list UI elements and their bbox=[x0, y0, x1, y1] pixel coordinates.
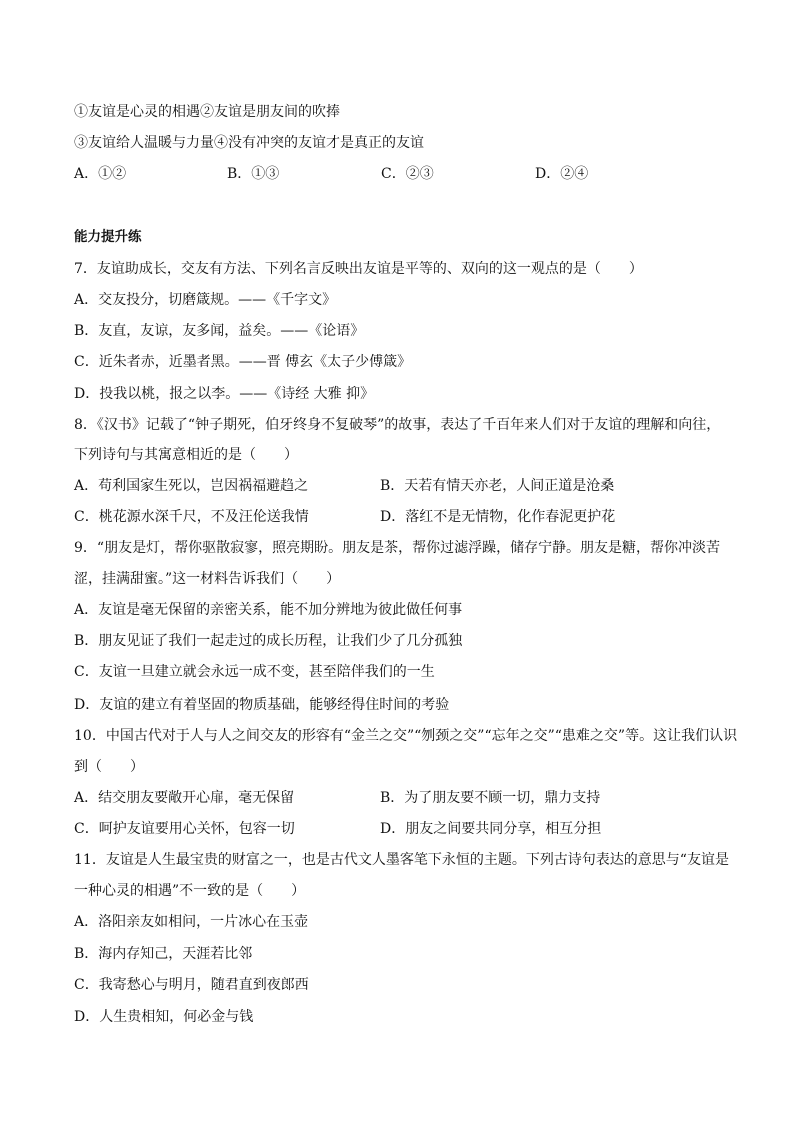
q11-stem-line-2: 一种心灵的相遇”不一致的是（ ） bbox=[74, 883, 306, 899]
q8-option-b: B．天若有情天亦老，人间正道是沧桑 bbox=[380, 478, 615, 494]
q9-option-c: C．友谊一旦建立就会永远一成不变，甚至陪伴我们的一生 bbox=[74, 664, 435, 680]
q11-option-c: C．我寄愁心与明月，随君直到夜郎西 bbox=[74, 977, 309, 993]
q8-stem-line-2: 下列诗句与其寓意相近的是（ ） bbox=[74, 447, 298, 463]
q8-stem-line-1: 8．《汉书》记载了“钟子期死，伯牙终身不复破琴”的故事，表达了千百年来人们对于友谊的理解和向往， bbox=[74, 417, 721, 433]
q10-option-a: A．结交朋友要敞开心扉，毫无保留 bbox=[74, 790, 295, 806]
q9-option-d: D．友谊的建立有着坚固的物质基础，能够经得住时间的考验 bbox=[74, 697, 450, 713]
q8-option-d: D．落红不是无情物，化作春泥更护花 bbox=[380, 509, 616, 525]
q9-option-b: B．朋友见证了我们一起走过的成长历程，让我们少了几分孤独 bbox=[74, 633, 463, 649]
q9-option-a: A．友谊是毫无保留的亲密关系，能不加分辨地为彼此做任何事 bbox=[74, 602, 463, 618]
q10-option-d: D．朋友之间要共同分享，相互分担 bbox=[380, 821, 602, 837]
q9-stem-line-1: 9．“朋友是灯，帮你驱散寂寥，照亮期盼。朋友是茶，帮你过滤浮躁，储存宁静。朋友是糖，帮你冲淡苦 bbox=[74, 540, 721, 556]
q11-option-a: A．洛阳亲友如相问，一片冰心在玉壶 bbox=[74, 914, 309, 930]
q9-stem-line-2: 涩，挂满甜蜜。”这一材料告诉我们（ ） bbox=[74, 571, 341, 587]
q8-option-c: C．桃花源水深千尺，不及汪伦送我情 bbox=[74, 509, 309, 525]
q6-option-a: A．①② bbox=[74, 166, 127, 182]
q10-stem-line-1: 10．中国古代对于人与人之间交友的形容有“金兰之交”“刎颈之交”“忘年之交”“患难之交”等。这让我们认识 bbox=[74, 728, 738, 744]
q7-stem: 7．友谊助成长，交友有方法、下列名言反映出友谊是平等的、双向的这一观点的是（ ） bbox=[74, 261, 643, 277]
q8-option-a: A．苟利国家生死以，岂因祸福避趋之 bbox=[74, 478, 309, 494]
q6-option-b: B．①③ bbox=[227, 166, 280, 182]
q10-option-b: B．为了朋友要不顾一切，鼎力支持 bbox=[380, 790, 601, 806]
q6-option-d: D．②④ bbox=[535, 166, 589, 182]
q10-option-c: C．呵护友谊要用心关怀，包容一切 bbox=[74, 821, 295, 837]
q7-option-d: D．投我以桃，报之以李。——《诗经 大雅 抑》 bbox=[74, 386, 375, 402]
q11-stem-line-1: 11．友谊是人生最宝贵的财富之一，也是古代文人墨客笔下永恒的主题。下列古诗句表达的意思与“友谊是 bbox=[74, 852, 729, 868]
q6-statement-line-1: ①友谊是心灵的相遇②友谊是朋友间的吹捧 bbox=[74, 104, 340, 120]
q7-option-a: A．交友投分，切磨箴规。——《千字文》 bbox=[74, 292, 337, 308]
q11-option-d: D．人生贵相知，何必金与钱 bbox=[74, 1009, 254, 1025]
q10-stem-line-2: 到（ ） bbox=[74, 759, 144, 775]
q11-option-b: B．海内存知己，天涯若比邻 bbox=[74, 946, 253, 962]
q7-option-b: B．友直，友谅，友多闻，益矣。——《论语》 bbox=[74, 323, 365, 339]
q6-option-c: C．②③ bbox=[381, 166, 434, 182]
q7-option-c: C．近朱者赤，近墨者黑。——晋 傅玄《太子少傅箴》 bbox=[74, 354, 412, 370]
section-title: 能力提升练 bbox=[74, 229, 142, 245]
q6-statement-line-2: ③友谊给人温暖与力量④没有冲突的友谊才是真正的友谊 bbox=[74, 135, 424, 151]
